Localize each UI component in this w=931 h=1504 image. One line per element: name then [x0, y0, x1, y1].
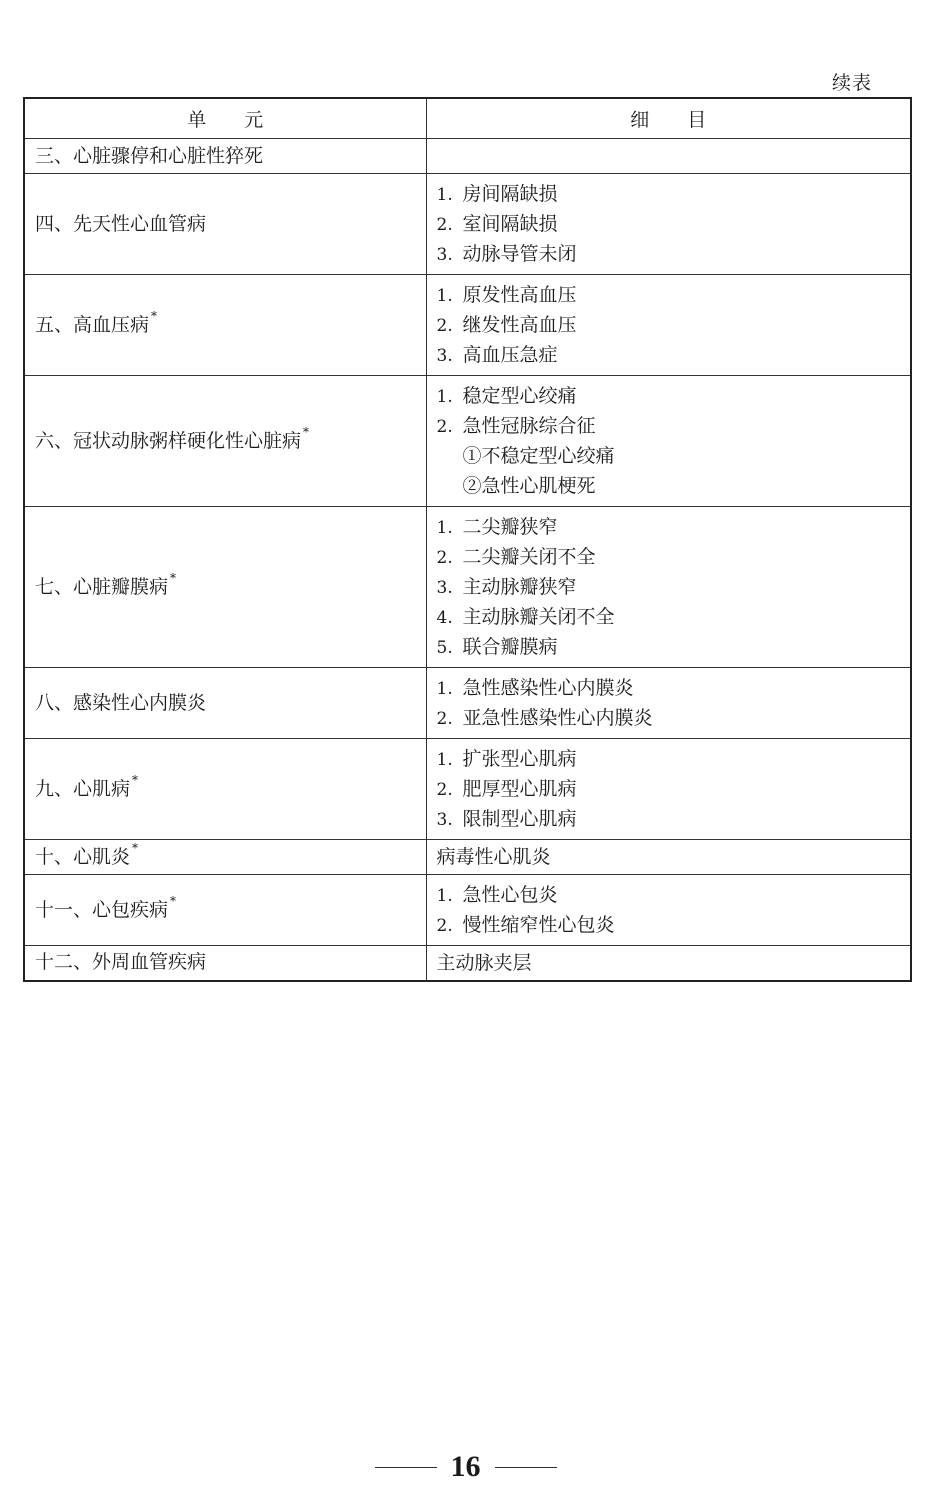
detail-cell [426, 739, 911, 840]
detail-cell [426, 174, 911, 275]
detail-cell [426, 668, 911, 739]
detail-item [437, 411, 901, 441]
header-detail: 细 目 [426, 98, 911, 139]
table-row [24, 139, 911, 174]
detail-text: 亚急性感染性心内膜炎 [462, 707, 653, 729]
detail-list [437, 744, 901, 834]
detail-cell [426, 507, 911, 668]
table-row [24, 174, 911, 275]
detail-item [437, 744, 901, 774]
table-row [24, 275, 911, 376]
key-point-mark: * [132, 772, 139, 787]
unit-name: 十二、外周血管疾病 [35, 951, 207, 974]
detail-item [437, 774, 901, 804]
table-row [24, 376, 911, 507]
detail-list [437, 948, 901, 978]
detail-text: ①不稳定型心绞痛 [462, 445, 615, 467]
unit-cell [24, 139, 426, 174]
detail-cell [426, 875, 911, 946]
page-number: 16 [450, 1450, 481, 1483]
detail-text: 病毒性心肌炎 [436, 846, 551, 868]
detail-list [437, 880, 901, 940]
unit-cell [24, 739, 426, 840]
detail-list [437, 179, 901, 269]
detail-number: 1. [436, 185, 453, 205]
detail-text: ②急性心肌梗死 [462, 475, 596, 497]
detail-text: 急性心包炎 [462, 884, 558, 906]
detail-item [437, 542, 901, 572]
syllabus-table [23, 97, 912, 982]
table-row [24, 668, 911, 739]
detail-cell [426, 275, 911, 376]
table-row [24, 739, 911, 840]
page-footer [0, 1450, 931, 1484]
detail-number: 3. [436, 245, 453, 265]
detail-number: 1. [436, 750, 453, 770]
detail-number: 2. [436, 709, 453, 729]
header-unit: 单 元 [24, 98, 426, 139]
table-body [24, 139, 911, 981]
unit-cell [24, 275, 426, 376]
detail-item [437, 381, 901, 411]
detail-text: 高血压急症 [462, 344, 558, 366]
detail-number: 5. [436, 638, 453, 658]
unit-cell [24, 376, 426, 507]
detail-list [437, 842, 901, 872]
detail-number: 1. [436, 679, 453, 699]
detail-text: 慢性缩窄性心包炎 [462, 914, 615, 936]
detail-list [437, 512, 901, 662]
detail-text: 肥厚型心肌病 [462, 778, 577, 800]
detail-text: 急性冠脉综合征 [462, 415, 596, 437]
key-point-mark: * [170, 570, 177, 585]
table-row [24, 507, 911, 668]
detail-list [437, 280, 901, 370]
detail-number: 1. [436, 886, 453, 906]
detail-text: 主动脉瓣关闭不全 [462, 606, 615, 628]
table-row [24, 840, 911, 875]
detail-item [437, 239, 901, 269]
detail-cell [426, 840, 911, 875]
detail-list [437, 381, 901, 501]
unit-name: 三、心脏骤停和心脏性猝死 [35, 144, 264, 167]
detail-item [437, 948, 901, 978]
unit-name: 八、感染性心内膜炎 [35, 691, 207, 714]
key-point-mark: * [151, 308, 158, 323]
detail-item [437, 880, 901, 910]
detail-number: 3. [436, 810, 453, 830]
detail-text: 限制型心肌病 [462, 808, 577, 830]
unit-cell [24, 840, 426, 875]
key-point-mark: * [132, 840, 139, 855]
detail-number: 1. [436, 387, 453, 407]
detail-item [437, 310, 901, 340]
detail-item [437, 703, 901, 733]
detail-number: 2. [436, 548, 453, 568]
continued-label: 续表 [831, 72, 872, 94]
unit-name: 十一、心包疾病 [35, 898, 169, 921]
unit-cell [24, 507, 426, 668]
detail-item [437, 512, 901, 542]
detail-text: 主动脉瓣狭窄 [462, 576, 577, 598]
detail-number: 2. [436, 215, 453, 235]
detail-text: 室间隔缺损 [462, 213, 558, 235]
detail-text: 急性感染性心内膜炎 [462, 677, 634, 699]
detail-item [437, 280, 901, 310]
detail-item [437, 602, 901, 632]
detail-text: 动脉导管未闭 [462, 243, 577, 265]
unit-name: 四、先天性心血管病 [35, 212, 207, 235]
detail-item [437, 673, 901, 703]
detail-number: 1. [436, 286, 453, 306]
detail-item [437, 340, 901, 370]
detail-number: 2. [436, 916, 453, 936]
detail-text: 扩张型心肌病 [462, 748, 577, 770]
detail-text: 稳定型心绞痛 [462, 385, 577, 407]
unit-name: 五、高血压病 [35, 313, 150, 336]
detail-item [437, 572, 901, 602]
detail-number: 3. [436, 346, 453, 366]
table-row [24, 875, 911, 946]
footer-rule-left [375, 1467, 437, 1468]
detail-text: 房间隔缺损 [462, 183, 558, 205]
detail-list [437, 673, 901, 733]
detail-number: 4. [436, 608, 453, 628]
detail-item [437, 632, 901, 662]
unit-name: 六、冠状动脉粥样硬化性心脏病 [35, 429, 302, 452]
detail-item [437, 179, 901, 209]
unit-cell [24, 946, 426, 981]
detail-subitem [437, 471, 901, 501]
detail-number: 3. [436, 578, 453, 598]
unit-name: 十、心肌炎 [35, 845, 131, 868]
detail-text: 联合瓣膜病 [462, 636, 558, 658]
unit-name: 七、心脏瓣膜病 [35, 575, 169, 598]
key-point-mark: * [303, 424, 310, 439]
detail-text: 原发性高血压 [462, 284, 577, 306]
detail-number: 2. [436, 417, 453, 437]
detail-number: 1. [436, 518, 453, 538]
detail-cell [426, 946, 911, 981]
footer-rule-right [495, 1467, 557, 1468]
detail-text: 二尖瓣关闭不全 [462, 546, 596, 568]
unit-cell [24, 875, 426, 946]
detail-cell [426, 139, 911, 174]
detail-number: 2. [436, 780, 453, 800]
detail-number: 2. [436, 316, 453, 336]
detail-item [437, 842, 901, 872]
detail-text: 主动脉夹层 [436, 951, 532, 974]
unit-cell [24, 174, 426, 275]
table-header-row [24, 98, 911, 139]
detail-item [437, 910, 901, 940]
detail-item [437, 804, 901, 834]
detail-item [437, 209, 901, 239]
detail-text: 继发性高血压 [462, 314, 577, 336]
detail-subitem [437, 441, 901, 471]
unit-cell [24, 668, 426, 739]
table-row [24, 946, 911, 981]
key-point-mark: * [170, 893, 177, 908]
detail-cell [426, 376, 911, 507]
unit-name: 九、心肌病 [35, 777, 131, 800]
detail-text: 二尖瓣狭窄 [462, 516, 558, 538]
